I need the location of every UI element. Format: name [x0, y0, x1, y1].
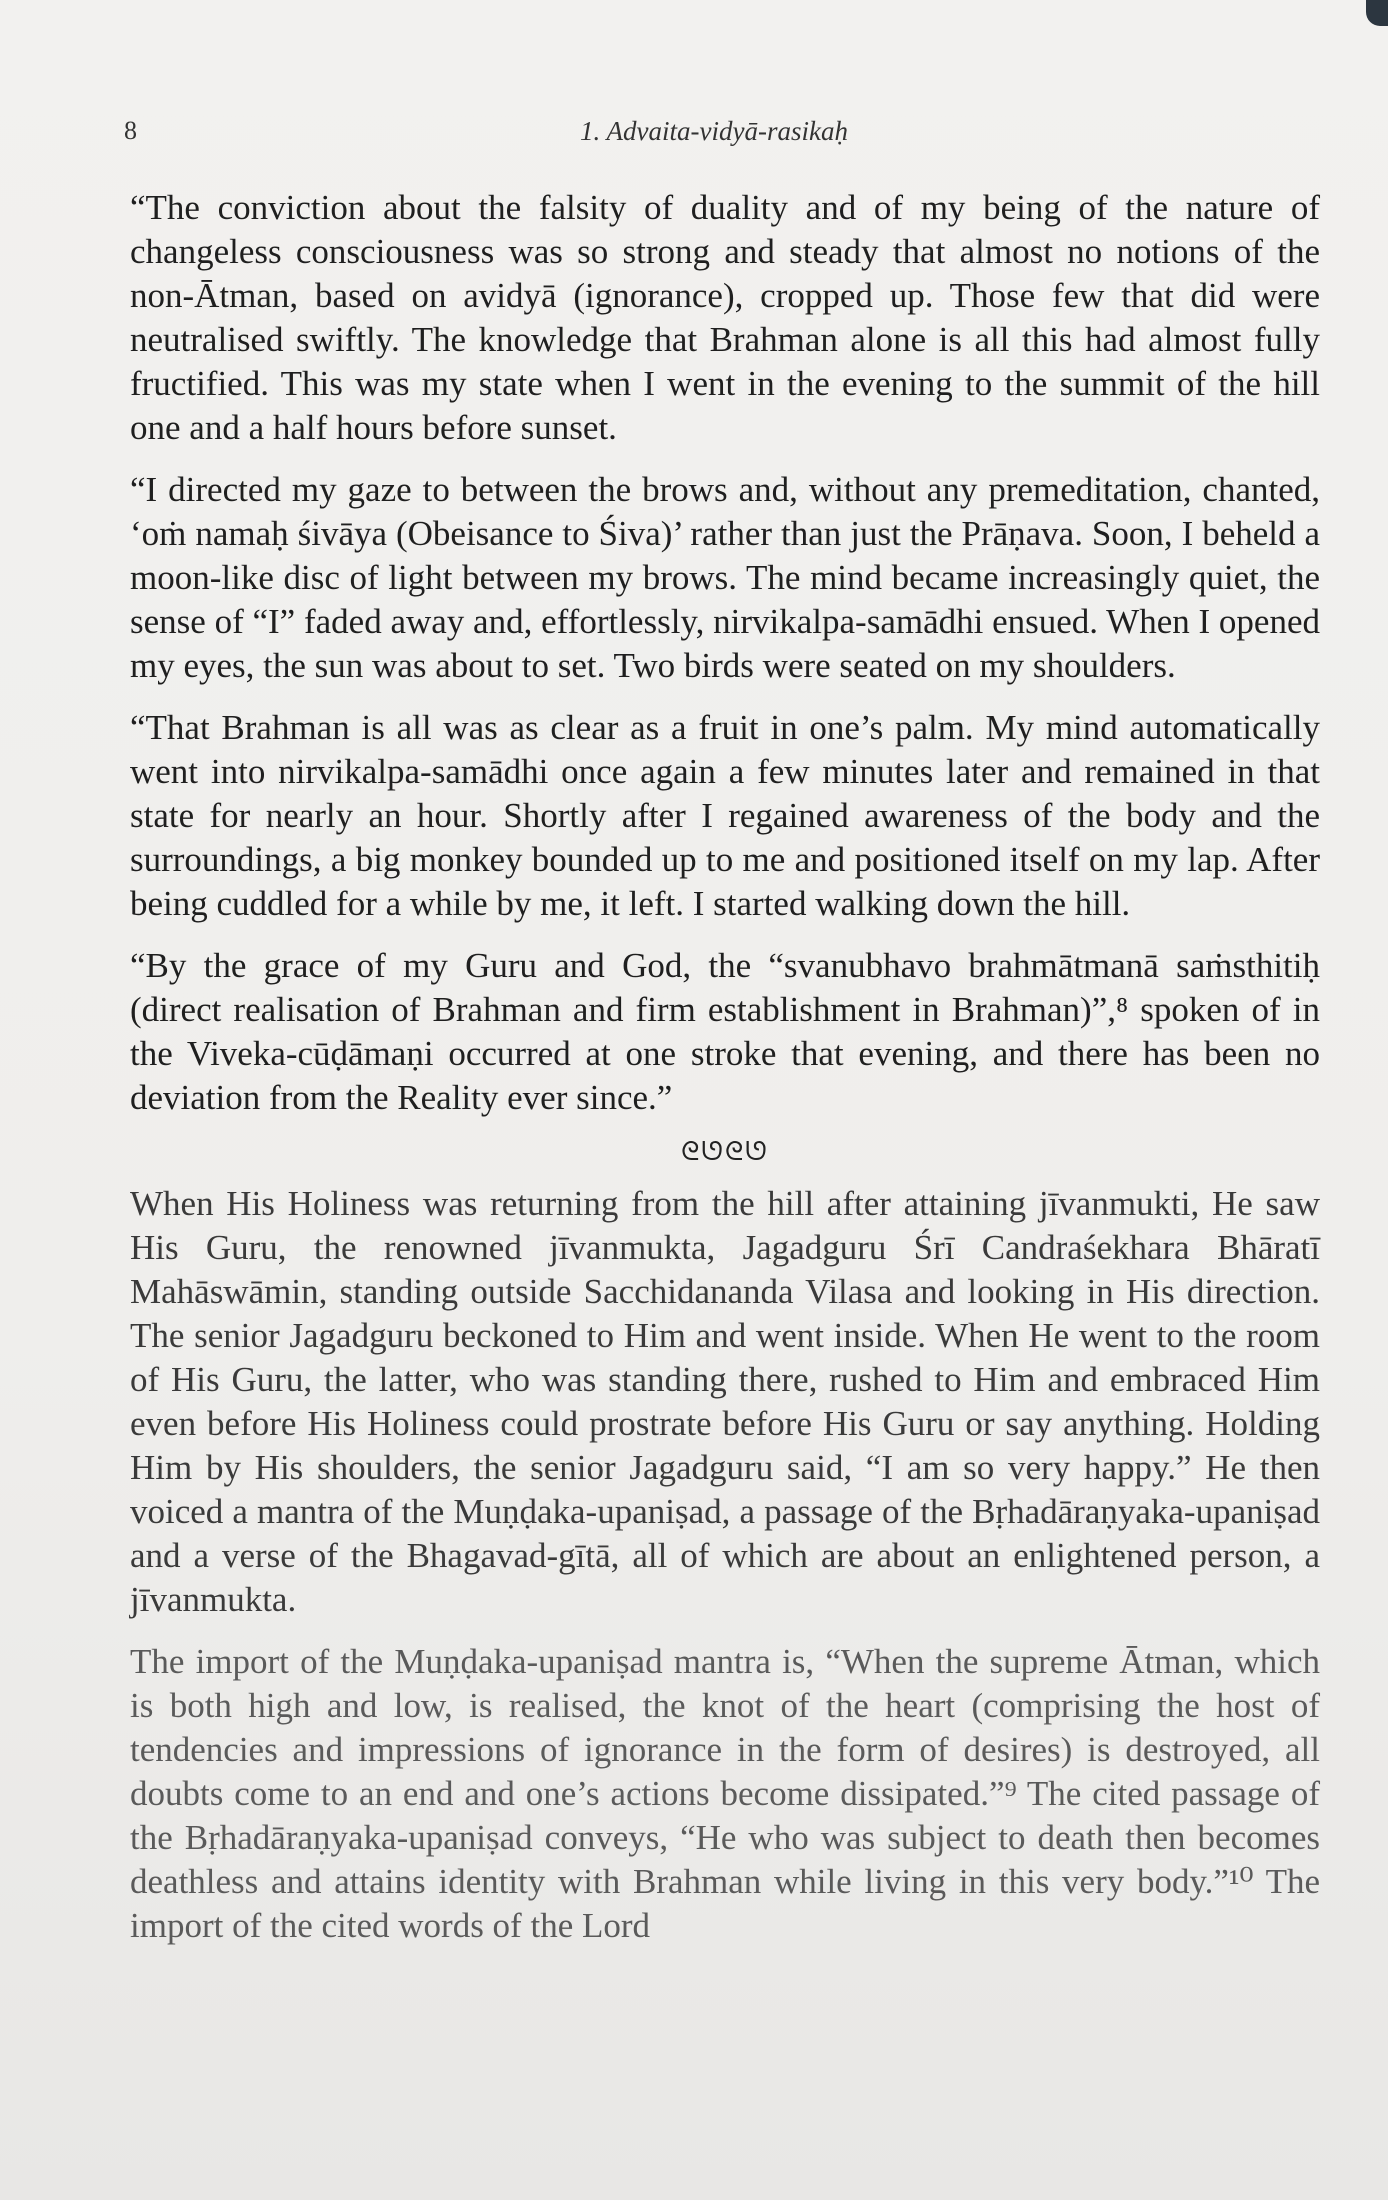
- paragraph-6: The import of the Muṇḍaka-upaniṣad mantra is, “When the supreme Ātman, which is both high and low, is realised, the knot of the heart (comprising the host of tendencies and impressions of ignorance in the form of desires) is destroyed, all doubts come to an end and one’s actions become dissipated.”⁹ The cited passage of the Bṛhadāraṇyaka-upaniṣad conveys, “He who was subject to death then becomes deathless and attains identity with Brahman while living in this very body.”¹⁰ The import of the cited words of the Lord: [130, 1642, 1320, 1945]
- paragraph-5: When His Holiness was returning from the hill after attaining jīvanmukti, He saw His Guru, the renowned jīvanmukta, Jagadguru Śrī Candraśekhara Bhāratī Mahāswāmin, standing outside Sacchidananda Vilasa and looking in His direction. The senior Jagadguru beckoned to Him and went inside. When He went to the room of His Guru, the latter, who was standing there, rushed to Him and embraced Him even before His Holiness could prostrate before His Guru or say anything. Holding Him by His shoulders, the senior Jagadguru said, “I am so very happy.” He then voiced a mantra of the Muṇḍaka-upaniṣad, a passage of the Bṛhadāraṇyaka-upaniṣad and a verse of the Bhagavad-gītā, all of which are about an enlightened person, a jīvanmukta.: [130, 1184, 1320, 1619]
- paragraph-2: “I directed my gaze to between the brows and, without any premeditation, chanted, ‘oṁ namaḥ śivāya (Obeisance to Śiva)’ rather than just the Prāṇava. Soon, I beheld a moon-like disc of light between my brows. The mind became increasingly quiet, the sense of “I” faded away and, effortlessly, nirvikalpa-samādhi ensued. When I opened my eyes, the sun was about to set. Two birds were seated on my shoulders.: [130, 470, 1320, 685]
- book-cover-corner: [1366, 0, 1388, 26]
- body-text: [130, 186, 1320, 1966]
- section-ornament: ᘓᘎᘓᘎ: [681, 1137, 769, 1166]
- paragraph-3: “That Brahman is all was as clear as a fruit in one’s palm. My mind automatically went into nirvikalpa-samādhi once again a few minutes later and remained in that state for nearly an hour. Shortly after I regained awareness of the body and the surroundings, a big monkey bounded up to me and positioned itself on my lap. After being cuddled for a while by me, it left. I started walking down the hill.: [130, 708, 1320, 923]
- paragraph-1: “The conviction about the falsity of duality and of my being of the nature of changeless consciousness was so strong and steady that almost no notions of the non-Ātman, based on avidyā (ignorance), cropped up. Those few that did were neutralised swiftly. The knowledge that Brahman alone is all this had almost fully fructified. This was my state when I went in the evening to the summit of the hill one and a half hours before sunset.: [130, 188, 1320, 447]
- page-header: [124, 116, 1304, 156]
- running-title: 1. Advaita-vidyā-rasikaḥ: [580, 116, 848, 146]
- paragraph-4: “By the grace of my Guru and God, the “svanubhavo brahmātmanā saṁsthitiḥ (direct realisation of Brahman and firm establishment in Brahman)”,⁸ spoken of in the Viveka-cūḍāmaṇi occurred at one stroke that evening, and there has been no deviation from the Reality ever since.”: [130, 946, 1320, 1117]
- page-number: 8: [124, 116, 137, 145]
